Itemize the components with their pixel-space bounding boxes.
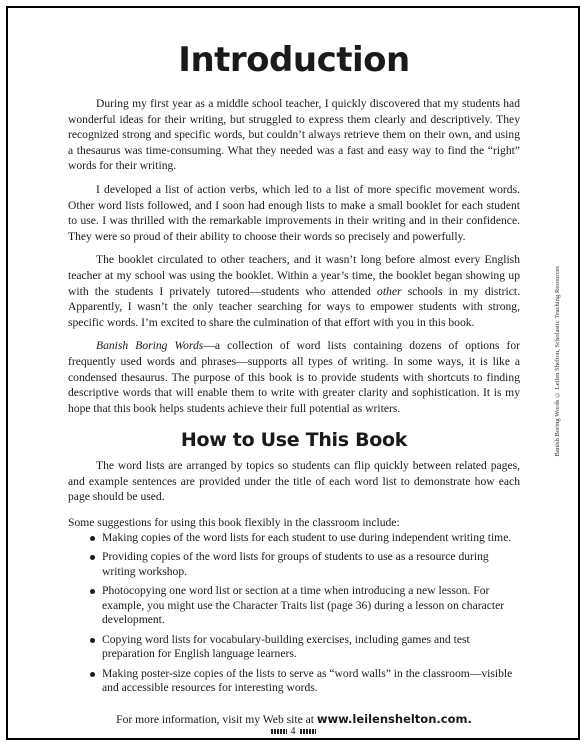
list-item-text: Providing copies of the word lists for groups of students to use as a resource during writing workshop.: [102, 550, 489, 578]
page-title: Introduction: [178, 40, 410, 80]
bullet-icon: [90, 536, 95, 541]
list-item-text: Making copies of the word lists for each student to use during independent writing time.: [102, 530, 512, 544]
page-frame: [6, 6, 580, 740]
more-info-text: For more information, visit my Web site at: [116, 712, 317, 726]
intro-paragraph-4: [68, 338, 520, 416]
paragraph-text: —a collection of word lists containing dozens of options for frequently used words and phrases—supports all types of writing. In some ways, it is like a condensed thesaurus. The purpose of this book is to provide students with shortcuts to finding descriptive words that will enable them to write with greater clarity and sophistication. It is my hope that this book helps students achieve their full potential as writers.: [68, 339, 520, 415]
paragraph-text: schools in my district. Apparently, I wasn’t the only teacher searching for ways to empower students with strong, specific words. I’m excited to share the culmination of that effort with you in this book.: [68, 284, 520, 329]
book-title-emphasis: Banish Boring Words: [96, 339, 204, 353]
page-number: [8, 726, 578, 738]
page-content: [68, 38, 520, 727]
more-info-line: [68, 712, 520, 727]
list-item: [90, 550, 520, 579]
list-item-text: Making poster-size copies of the lists to serve as “word walls” in the classroom—visible and accessible resources for interesting words.: [102, 666, 513, 695]
emphasis-other: other: [377, 284, 402, 298]
list-item-text: Copying word lists for vocabulary-building exercises, including games and test preparation for English language learners.: [102, 632, 470, 661]
suggestions-list: [68, 531, 520, 696]
page-number-value: 4: [290, 726, 296, 737]
list-item: [90, 667, 520, 696]
bullet-icon: [90, 672, 95, 677]
intro-paragraph-1: During my first year as a middle school teacher, I quickly discovered that my students had wonderful ideas for their writing, but struggled to express them clearly and descriptively. They recognized strong and specific words, but couldn’t always retrieve them on their own, and using a thesaurus was time-consuming. What they needed was a fast and easy way to find the “right” words for their writing.: [68, 97, 520, 173]
list-item: [90, 531, 520, 546]
bullet-icon: [90, 589, 95, 594]
intro-paragraph-2: I developed a list of action verbs, which led to a list of more specific movement words. Other word lists followed, and I soon had enough lists to make a small booklet for each student to use. I was thrilled with the remarkable improvements in their writing and in their confidence. They were so proud of their ability to choose their words so precisely and powerfully.: [68, 182, 520, 243]
bullet-icon: [90, 555, 95, 560]
list-item-text: Photocopying one word list or section at a time when introducing a new lesson. For example, you might use the Character Traits list (page 36) during a lesson on character development.: [102, 584, 505, 627]
side-copyright: Banish Boring Words © Leilen Shelton, Scholastic Teaching Resources: [554, 266, 561, 457]
section-heading: How to Use This Book: [180, 429, 408, 452]
list-item: [90, 584, 520, 628]
list-item: [90, 633, 520, 662]
suggestions-lead: Some suggestions for using this book flexibly in the classroom include:: [68, 516, 400, 530]
bullet-icon: [90, 638, 95, 643]
website-link[interactable]: www.leilenshelton.com.: [316, 711, 472, 726]
ornament-left-icon: [271, 729, 287, 734]
section-paragraph: The word lists are arranged by topics so students can flip quickly between related pages, and example sentences are provided under the title of each word list to demonstrate how each page should be used.: [68, 459, 520, 504]
intro-paragraph-3: [68, 252, 520, 330]
ornament-right-icon: [300, 729, 316, 734]
paragraph-text: The booklet circulated to other teachers, and it wasn’t long before almost every English teacher at my school was using the booklet. Within a year’s time, the booklet began showing up with the students I privately tutored—students who attended: [68, 253, 520, 298]
